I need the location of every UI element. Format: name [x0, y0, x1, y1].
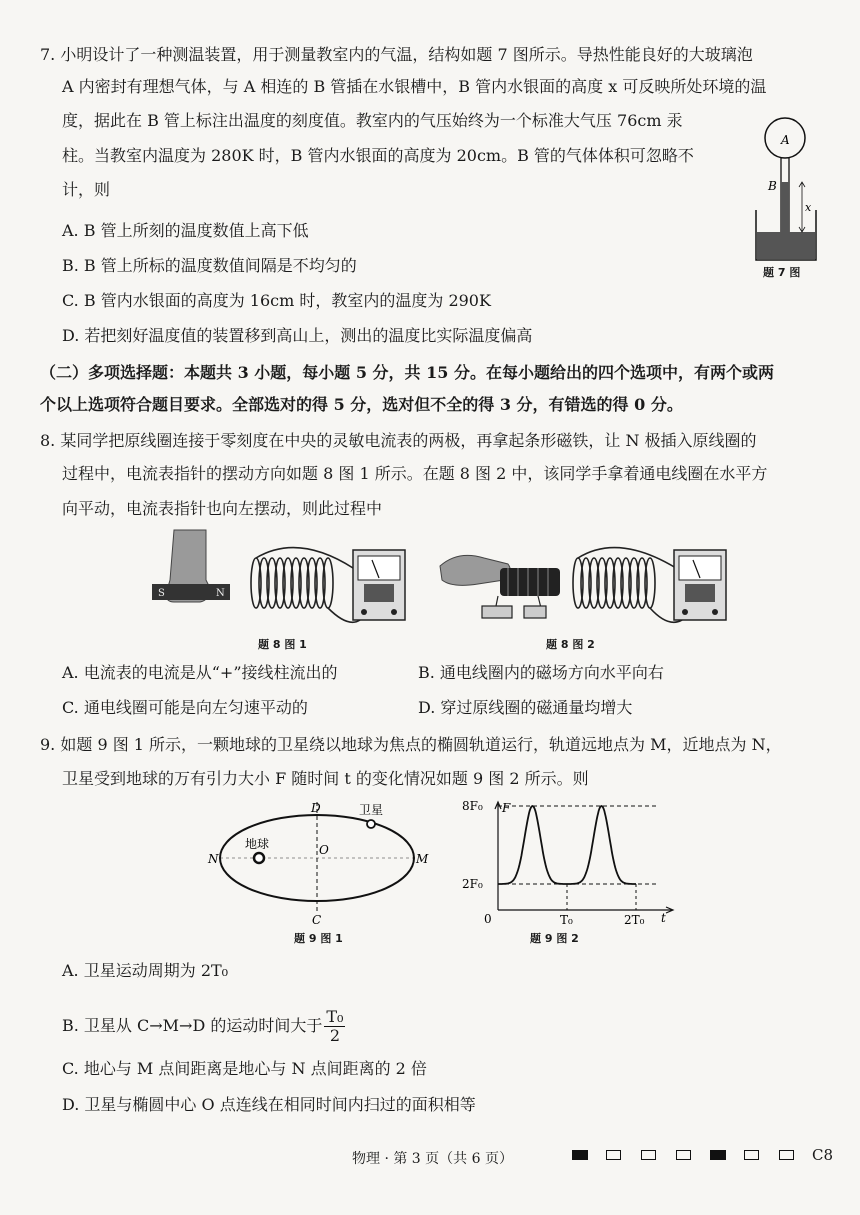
q9-caption-2: 题 9 图 2 [530, 932, 579, 945]
footer-code: C8 [812, 1146, 834, 1164]
label-b: B [768, 179, 777, 193]
label-n: N [208, 852, 219, 866]
svg-text:S: S [158, 588, 165, 599]
galvanometer-2 [674, 550, 726, 620]
q8-caption-1: 题 8 图 1 [258, 638, 307, 651]
q7-figure [748, 110, 838, 280]
marker-6 [744, 1150, 759, 1160]
label-x: x [805, 201, 812, 214]
coil-1 [251, 548, 361, 623]
q9-caption-1: 题 9 图 1 [294, 932, 343, 945]
galvanometer-1 [353, 550, 405, 620]
footer-page-number: 物理 · 第 3 页（共 6 页） [352, 1151, 513, 1167]
q7-line-3: 度，据此在 B 管上标注出温度的刻度值。教室内的气压始终为一个标准大气压 76cm 汞 [62, 111, 683, 130]
marker-2 [606, 1150, 621, 1160]
ytick-label-2f0: 2F₀ [462, 877, 483, 891]
label-m: M [416, 852, 429, 866]
marker-1 [572, 1150, 588, 1160]
svg-text:N: N [216, 588, 225, 599]
label-d: D [311, 801, 321, 815]
marker-7 [779, 1150, 794, 1160]
fraction-numerator: T₀ [326, 1007, 344, 1026]
xtick-label-t0: T₀ [560, 913, 573, 927]
q9-option-b [62, 1008, 345, 1045]
q8-caption-2: 题 8 图 2 [546, 638, 595, 651]
q9-figure-2-chart [460, 798, 680, 928]
q7-option-d: D. 若把刻好温度值的装置移到高山上，测出的温度比实际温度偏高 [62, 326, 533, 345]
q9-figure-1-orbit [205, 796, 435, 928]
q7-line-5: 计，则 [62, 180, 111, 199]
section2-line-2: 个以上选项符合题目要求。全部选对的得 5 分，选对但不全的得 3 分，有错选的得 0 分。 [40, 395, 683, 414]
marker-4 [676, 1150, 691, 1160]
q9-line-2: 卫星受到地球的万有引力大小 F 随时间 t 的变化情况如题 9 图 2 所示。则 [62, 769, 589, 788]
marker-3 [641, 1150, 656, 1160]
q8-option-c: C. 通电线圈可能是向左匀速平动的 [62, 698, 308, 717]
q8-line-2: 过程中，电流表指针的摆动方向如题 8 图 1 所示。在题 8 图 2 中，该同学手拿着通电线圈在水平方 [62, 464, 768, 483]
label-c: C [312, 913, 322, 927]
q7-line-2: A 内密封有理想气体，与 A 相连的 B 管插在水银槽中，B 管内水银面的高度 x 可反映所处环境的温 [62, 77, 767, 96]
q9-option-c: C. 地心与 M 点间距离是地心与 N 点间距离的 2 倍 [62, 1059, 427, 1078]
q9-option-b-text: B. 卫星从 C→M→D 的运动时间大于 [62, 1016, 323, 1035]
q8-option-d: D. 穿过原线圈的磁通量均增大 [418, 698, 633, 717]
q7-caption: 题 7 图 [763, 266, 801, 279]
q7-option-c: C. B 管内水银面的高度为 16cm 时，教室内的温度为 290K [62, 291, 491, 310]
earth [254, 853, 264, 863]
q7-line-1: 7. 小明设计了一种测温装置，用于测量教室内的气温，结构如题 7 图所示。导热性能良好的大玻璃泡 [40, 45, 753, 64]
q8-line-1: 8. 某同学把原线圈连接于零刻度在中央的灵敏电流表的两极，再拿起条形磁铁，让 N 极插入原线圈的 [40, 431, 757, 450]
satellite [367, 820, 375, 828]
q7-option-a: A. B 管上所刻的温度数值上高下低 [62, 221, 309, 240]
label-a: A [781, 133, 790, 147]
marker-5 [710, 1150, 726, 1160]
ytick-label-8f0: 8F₀ [462, 799, 483, 813]
q7-line-4: 柱。当教室内温度为 280K 时，B 管内水银面的高度为 20cm。B 管的气体体积可忽略不 [62, 146, 694, 165]
label-earth: 地球 [245, 837, 270, 851]
mercury-trough [757, 232, 815, 259]
y-axis-label: F [502, 801, 511, 815]
q8-option-a: A. 电流表的电流是从“+”接线柱流出的 [62, 663, 338, 682]
fraction-denominator: 2 [329, 1026, 341, 1045]
origin-label: 0 [484, 912, 492, 926]
q9-line-1: 9. 如题 9 图 1 所示，一颗地球的卫星绕以地球为焦点的椭圆轨道运行，轨道远地点为 M，近地点为 N， [40, 735, 782, 754]
small-coil [500, 568, 560, 596]
q8-figure-2 [438, 528, 728, 633]
q7-option-b: B. B 管上所标的温度数值间隔是不均匀的 [62, 256, 357, 275]
label-satellite: 卫星 [359, 803, 384, 817]
section2-line-1: （二）多项选择题：本题共 3 小题，每小题 5 分，共 15 分。在每小题给出的四个选项中，有两个或两 [40, 363, 774, 382]
q8-option-b: B. 通电线圈内的磁场方向水平向右 [418, 663, 664, 682]
xtick-label-2t0: 2T₀ [624, 913, 645, 927]
q8-figure-1 [148, 528, 408, 633]
q9-option-d: D. 卫星与椭圆中心 O 点连线在相同时间内扫过的面积相等 [62, 1095, 476, 1114]
x-axis-label: t [661, 911, 666, 925]
q9-option-a: A. 卫星运动周期为 2T₀ [62, 961, 229, 980]
coil-2 [573, 548, 682, 623]
hand-2 [440, 555, 510, 585]
q8-line-3: 向平动，电流表指针也向左摆动，则此过程中 [62, 499, 383, 518]
battery [482, 596, 546, 618]
series-line-f [498, 806, 636, 884]
label-o: O [319, 843, 329, 857]
fraction [324, 1008, 345, 1045]
